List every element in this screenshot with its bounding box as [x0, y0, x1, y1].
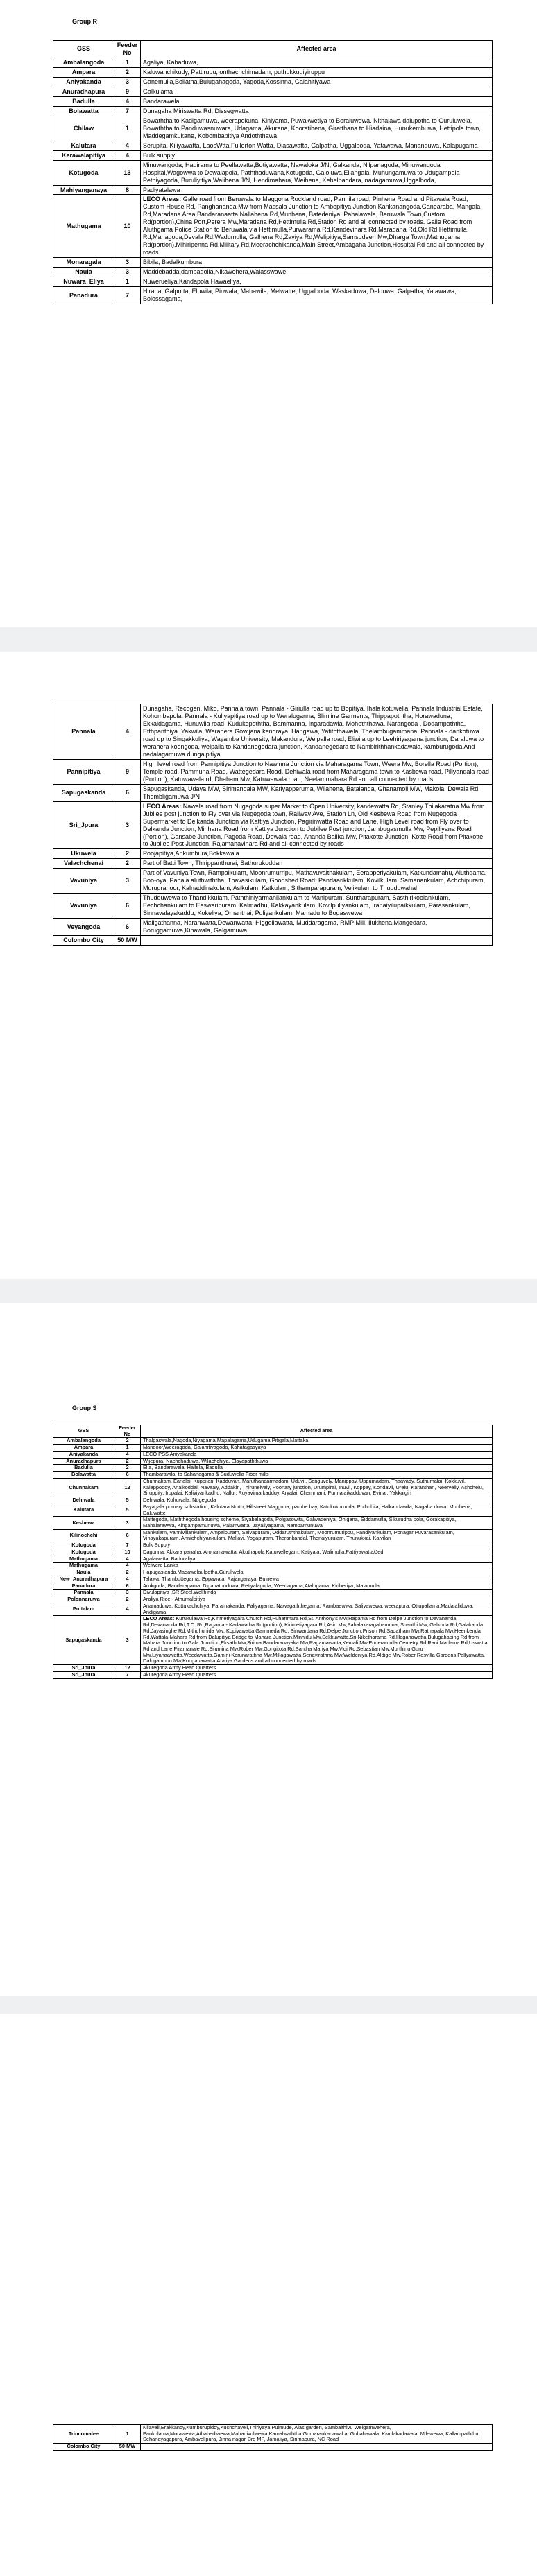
gss-cell: Ukuwela	[53, 849, 114, 859]
group-r-continued-rows	[53, 704, 493, 946]
gss-cell: Ampara	[53, 67, 114, 77]
gss-cell: Bolawatta	[53, 1472, 114, 1479]
header-feeder: Feeder No	[114, 1425, 141, 1438]
feeder-cell: 5	[114, 1497, 141, 1504]
gss-cell: Mathugama	[53, 1556, 114, 1563]
table-row	[53, 67, 493, 77]
feeder-cell: 6	[114, 919, 141, 936]
table-row	[53, 801, 493, 849]
table-row	[53, 759, 493, 784]
gss-cell: Mathugama	[53, 195, 114, 258]
table-row	[53, 1465, 493, 1472]
gss-cell: Bolawatta	[53, 106, 114, 116]
affected-area-cell: Arukgoda, Bandaragama, Diganathuduwa, Retiyalagoda, Weedagama,Atalugama, Kiriberiya, Malamulla	[141, 1583, 493, 1590]
table-row	[53, 1590, 493, 1596]
gss-cell: Kotugoda	[53, 1549, 114, 1556]
affected-area-cell: Divulapitiya ,SR Steel,Welihinda	[141, 1590, 493, 1596]
gss-cell: Polonnaruwa	[53, 1596, 114, 1603]
affected-area-cell: Nuwerueliya,Kandapola,Hawaeliya,	[141, 277, 493, 287]
affected-area-cell: Maddebadda,dambagolla,Nikawehera,Walasswawe	[141, 268, 493, 277]
gss-cell: New_Anuradhapura	[53, 1576, 114, 1583]
group-r-continued-table	[53, 704, 493, 946]
affected-area-text: Nawala road from Nugegoda super Market to Open University, kandewatta Rd, Stanley Thilakaratna Mw from Jubilee post junction to Fly over via Nugegoda town, Railway Ave, Station Ln, Old Kesbewa Road from Nugegoda Supermarket to Delkanda Junction via Kattiya Junction, Pagirinwatta Road and Lane, High Level road from Fly over to Delkanda Junction, Mirihana Road from Kattiya Junction to Jubilee Post junction, Jambugasmulla Mw, Pepiliyana Road (Portion), Gansabe Junction, Pagoda Road, Dewala road, Ananda Balika Mw, Pitakotte Junction, Kotte Road from Pitakotte to Jubilee Post Junction, Rajamahavihara Rd and all connected by roads	[143, 802, 485, 848]
affected-area-cell	[141, 2444, 493, 2451]
affected-area-cell: Bulk Supply	[141, 1542, 493, 1549]
feeder-cell: 1	[114, 58, 141, 67]
gss-cell: Veyangoda	[53, 919, 114, 936]
header-area: Affected area	[141, 41, 493, 58]
affected-area-cell: LECO PSS Aniyakanda	[141, 1451, 493, 1458]
group-s-rows	[53, 1438, 493, 1678]
affected-area-cell: Bibila, Badalkumbura	[141, 258, 493, 268]
table-row	[53, 1478, 493, 1497]
affected-area-cell	[141, 801, 493, 849]
table-row	[53, 1497, 493, 1504]
table-row	[53, 58, 493, 67]
gss-cell: Kerawalapitiya	[53, 150, 114, 160]
affected-area-cell: Dagonna, Akkara panaha, Aronamawatta, Akuthapola Katuwellegam, Katiyala, Walimulla,Pattiyawatta/Jed	[141, 1549, 493, 1556]
gss-cell: Ambalangoda	[53, 58, 114, 67]
affected-area-text: Kurukulawa Rd,Kirimetiyagara Church Rd,Puhanmara Rd,St. Anthony's Mw,Ragama Rd from Delpe Junction to Devananda Rd,Devananda Rd,T.C. Rd,Ragama - Kadawatha Rd(portion), Kirimetiyagara Rd,Asiri Mw,Pahalakaragahamuna, Shanthi Mw, Galkoda Rd,Galakanda Rd,Jayasinghe Rd,Mithuhunida Mw, Kopiyawatta,Gammeda Rd, Sirrwardana Rd,Delpe Junction,Prison Rd,Sadatham Mw,Rathapala Mw,Heenkenda Rd,Wattala-Mahara Rd from Dalupitiya Bridge to Mahara Junction,Minhidu Mw,Sekkuwatta,Sri Niketharama Rd,Illagahawatta,Bulugahaping Rd from Mahara Junction to Gala Junction,Eksath Mw,Sirima Bandaranayaka Mw,Ragamawatta,Kemali Mw,Enderamulla Cemetry Rd,Rani Madama Rd,Uswatta Rd and Lane,Piramanale Rd,Silumina Mw,Rober Mw,Gongitota Rd,Santha Mariya Mw,Vidi Rd,Sebastian Mw,Murthinu Guru Mw,Liyanaawatta,Weedawatta,Gamini Karunarathna Mw,Millagawatta,Senavirathna Mw,Weldeniya Rd,Aldige Mw,Rober Rosvilla Gardens,Pallyawatta, Dalugamunu Mw,Kongahawatta,Araliya Gardens and all connected by roads	[143, 1615, 488, 1664]
table-row	[53, 1504, 493, 1516]
gss-cell: Badulla	[53, 96, 114, 106]
feeder-cell: 2	[114, 859, 141, 869]
affected-area-cell: Wijepura, Nachchaduwa, Wilachchiya, Elayapaththuwa	[141, 1458, 493, 1465]
affected-area-cell: Maligathanna, Naranwatta,Dewanwatta, Higgollawatta, Muddaragama, RMP Mill, Ilukhena,Mangedara, Boruggamuwa,Kinawala, Galgamuwa	[141, 919, 493, 936]
affected-area-cell	[141, 936, 493, 946]
gss-cell: Kotugoda	[53, 1542, 114, 1549]
gss-cell: Sapugaskanda	[53, 1616, 114, 1665]
affected-area-cell: Mankulam, Vanniviliankulam, Ampalpuram, Selvapuram, Oddaruththakulam, Moonrumurippu, Pandiyankulam, Ponagar Puvarasankulam, Vinayakapuram, Annichchiyankulam, Mallavi, Yogapuram, Therankandal, Thenaiyuruiam, Thunukkai, Kalvilan	[141, 1529, 493, 1542]
gss-cell: Pannala	[53, 1590, 114, 1596]
table-row	[53, 2444, 493, 2451]
affected-area-cell: Bulk supply	[141, 150, 493, 160]
table-row	[53, 268, 493, 277]
feeder-cell: 3	[114, 77, 141, 87]
affected-area-cell: Thalgaswala,Nagoda,Niyagama,Mapalagama,Udugama,Pitigala,Mattaka	[141, 1438, 493, 1445]
gss-cell: Sri_Jpura	[53, 801, 114, 849]
feeder-cell: 8	[114, 185, 141, 195]
table-row	[53, 87, 493, 96]
gss-cell: Panadura	[53, 287, 114, 304]
table-row	[53, 894, 493, 919]
gss-cell: Chilaw	[53, 116, 114, 141]
group-r-rows	[53, 58, 493, 304]
feeder-cell: 5	[114, 1504, 141, 1516]
affected-area-cell: Part of Batti Town, Thirippanthurai, Sathurukoddan	[141, 859, 493, 869]
table-row	[53, 277, 493, 287]
table-row	[53, 96, 493, 106]
feeder-cell: 3	[114, 268, 141, 277]
table-row	[53, 77, 493, 87]
table-row	[53, 1569, 493, 1576]
feeder-cell: 1	[114, 277, 141, 287]
feeder-cell: 2	[114, 1465, 141, 1472]
feeder-cell: 50 MW	[114, 936, 141, 946]
gss-cell: Kotugoda	[53, 160, 114, 185]
table-row	[53, 936, 493, 946]
gss-cell: Mahiyanganaya	[53, 185, 114, 195]
gss-cell: Anuradhapura	[53, 1458, 114, 1465]
feeder-cell: 2	[114, 67, 141, 77]
table-row	[53, 1603, 493, 1615]
feeder-cell: 7	[114, 1542, 141, 1549]
affected-area-cell: Minuwangoda, Hadirama to Peellawatta,Botiyawatta, Nawaloka J/N, Galkanda, Nilpanagoda, Minuwangoda Hospital,Wagowwa to Dewalapola, Paththaduwana,Kotugoda, Galoluwa,Ellangala, Muhungamuwa to Udugampola Pethiyagoda, Buruliyitiya,Walihena J/N, Hendimahara, Weihena, Kehelbaddara, nadagamuwa,Uggalboda,	[141, 160, 493, 185]
feeder-cell: 7	[114, 287, 141, 304]
gss-cell: Puttalam	[53, 1603, 114, 1615]
affected-area-cell: Bandarawela	[141, 96, 493, 106]
feeder-cell: 3	[114, 869, 141, 894]
affected-area-cell: Payagala primary substation, Kalutara North, Hillstreet Maggona, pambe bay, Katukukurunda, Pothuhila, Halkandawila, Nagaha duwa, Munhena, Daluwatte	[141, 1504, 493, 1516]
affected-area-cell	[141, 195, 493, 258]
affected-area-cell: Welwere Lanka	[141, 1563, 493, 1569]
affected-area-cell: Hapugaslanda,Madawelaulpotha,Gurullwela,	[141, 1569, 493, 1576]
gss-cell: Sapugaskanda	[53, 784, 114, 801]
feeder-cell: 2	[114, 1569, 141, 1576]
gss-cell: Aniyakanda	[53, 1451, 114, 1458]
group-s-table	[53, 1425, 493, 1679]
feeder-cell: 4	[114, 141, 141, 150]
feeder-cell: 1	[114, 1445, 141, 1452]
table-row	[53, 141, 493, 150]
page-group-r-continued	[0, 652, 537, 1279]
affected-area-cell: Hirana, Galpotta, Eluwila, Pinwala, Mahawila, Melwatte, Uggalboda, Waskaduwa, Delduwa, Galpatha, Yatawawa, Bolossagama,	[141, 287, 493, 304]
table-row	[53, 258, 493, 268]
table-header-row	[53, 41, 493, 58]
gss-cell: Dehiwala	[53, 1497, 114, 1504]
affected-area-cell: Araliya Rice - Athumalpitiya	[141, 1596, 493, 1603]
affected-area-cell: Agaliya, Kahaduwa,	[141, 58, 493, 67]
feeder-cell: 6	[114, 1529, 141, 1542]
affected-area-cell: Kaluwanchikudy, Pattirupu, onthachchimadam, puthukkudiyiruppu	[141, 67, 493, 77]
gss-cell: Vavuniya	[53, 869, 114, 894]
gss-cell: Vavuniya	[53, 894, 114, 919]
feeder-cell: 7	[114, 1671, 141, 1678]
table-row	[53, 1556, 493, 1563]
leco-areas-label: LECO Areas:	[143, 1615, 175, 1622]
gss-cell: Mathugama	[53, 1563, 114, 1569]
gss-cell: Naula	[53, 268, 114, 277]
table-row	[53, 116, 493, 141]
affected-area-cell: Akuregoda Army Head Quarters	[141, 1671, 493, 1678]
affected-area-cell: High level road from Pannipitiya Junction to Nawinna Junction via Maharagama Town, Weera Mw, Borella Road (Portion), Temple road, Pammuna Road, Wattegedara Road, Dehiwala road from Maharagama town to Kasbewa road, Piliyandala road (Portion), Katuwawala rd, Dhaham Mw, Katuwawala road, Neelammahara Rd and all connected by roads	[141, 759, 493, 784]
table-row	[53, 1549, 493, 1556]
leco-areas-label: LECO Areas:	[143, 195, 182, 203]
affected-area-cell: Akuregoda Army Head Quarters	[141, 1665, 493, 1672]
gss-cell: Kilinochchi	[53, 1529, 114, 1542]
feeder-cell: 4	[114, 704, 141, 760]
feeder-cell: 3	[114, 1616, 141, 1665]
group-s-title: Group S	[72, 1404, 97, 1411]
header-area: Affected area	[141, 1425, 493, 1438]
affected-area-cell: Dehiwala, Kohuwala, Nugegoda	[141, 1497, 493, 1504]
gss-cell: Sri_Jpura	[53, 1671, 114, 1678]
table-row	[53, 150, 493, 160]
feeder-cell: 9	[114, 759, 141, 784]
feeder-cell: 7	[114, 106, 141, 116]
feeder-cell: 6	[114, 1583, 141, 1590]
affected-area-cell: Dunagaha Miriswatta Rd, Dissegwatta	[141, 106, 493, 116]
leco-areas-label: LECO Areas:	[143, 802, 182, 810]
affected-area-cell: Part of Vavuniya Town, Rampaikulam, Moonrumurripu, Mathavuvaithakulam, Eerapperiyakulam, Katkundamahu, Aluthgama, Boo-oya, Pahala aluthwiththa, Thavasikulam, Goodshed Road, Pandaarikkulam, Kovilkulam, Samanankulam, Achchipuram, Murugranoor, Kalnaddinakulam, Asikulam, Katkulam, Sithamparapuram, Velikulam to Thudduwahal	[141, 869, 493, 894]
table-row	[53, 1438, 493, 1445]
affected-area-cell: Ganemulla,Bollatha,Bulugahagoda, Yagoda,Kossinna, Galahitiyawa	[141, 77, 493, 87]
table-row	[53, 1529, 493, 1542]
gss-cell: Kalutara	[53, 141, 114, 150]
gss-cell: Colombo City	[53, 936, 114, 946]
feeder-cell: 2	[114, 1438, 141, 1445]
affected-area-cell: Ella, Bandarawela, Hallela, Badulla	[141, 1465, 493, 1472]
header-feeder: Feeder No	[114, 41, 141, 58]
table-row	[53, 1451, 493, 1458]
feeder-cell: 3	[114, 258, 141, 268]
table-row	[53, 160, 493, 185]
table-row	[53, 1583, 493, 1590]
feeder-cell: 4	[114, 1451, 141, 1458]
group-r-table	[53, 40, 493, 304]
feeder-cell: 4	[114, 1556, 141, 1563]
table-row	[53, 195, 493, 258]
feeder-cell: 2	[114, 1596, 141, 1603]
gss-cell: Panadura	[53, 1583, 114, 1590]
table-row	[53, 704, 493, 760]
gss-cell: Badulla	[53, 1465, 114, 1472]
affected-area-cell: Nilaveli,Erakkandy,Kumburupiddy,Kuchchaveli,Thiriyaya,Pulmude, Alas garden, Sambalthivu Welgamwehera, Pankulama,Morawewa,Athabediwewa,Mahadivulwewa,Kamalwaththa,Gomarankadawal a, Gobahawala, Kivulakadawala, Milewewa, Kallampaththu, Sehanayagapura, Ambavelipura, Jinna nagar, 3rd MP, Jamaliya, Sirimapura, NC Road	[141, 2425, 493, 2444]
affected-area-cell	[141, 1616, 493, 1665]
gss-cell: Anuradhapura	[53, 87, 114, 96]
table-row	[53, 859, 493, 869]
gss-cell: Valachchenai	[53, 859, 114, 869]
affected-area-cell: Talawa, Thambuttegama, Eppawala, Rajangaraya, Bulnewa	[141, 1576, 493, 1583]
gss-cell: Trincomalee	[53, 2425, 114, 2444]
table-row	[53, 1458, 493, 1465]
affected-area-cell: Padiyatalawa	[141, 185, 493, 195]
feeder-cell: 4	[114, 150, 141, 160]
gss-cell: Sri_Jpura	[53, 1665, 114, 1672]
gss-cell: Colombo City	[53, 2444, 114, 2451]
feeder-cell: 10	[114, 1549, 141, 1556]
table-row	[53, 287, 493, 304]
gss-cell: Aniyakanda	[53, 77, 114, 87]
header-gss: GSS	[53, 41, 114, 58]
feeder-cell: 10	[114, 195, 141, 258]
feeder-cell: 4	[114, 1576, 141, 1583]
header-gss: GSS	[53, 1425, 114, 1438]
affected-area-cell: Anamaduwa, Kottukachchiya, Paramakanda, Paliyagama, Nawagaththegama, Rambaewwa, Saliyawewa, weerapura, Ottupallama,Madalaliduwa, Andigama	[141, 1603, 493, 1615]
affected-area-cell: Mattegoda, Maththegoda housing scheme, Siyabalagoda, Polgasowita, Galwadeniya, Ohigana, Siddamulla, Sikurudha pola, Gorakapitiya, Mahalarawwa, Kingampamunuwa, Palamwatta, Jayaliyagama, Nampamunuwa	[141, 1517, 493, 1529]
group-s-continued-rows	[53, 2425, 493, 2451]
table-row	[53, 784, 493, 801]
gss-cell: Pannala	[53, 704, 114, 760]
feeder-cell: 12	[114, 1665, 141, 1672]
feeder-cell: 6	[114, 1472, 141, 1479]
table-row	[53, 1542, 493, 1549]
affected-area-cell: Serupita, Kiliyawatta, LaosWtta,Fullerton Watta, Diasawatta, Galpatha, Uggalboda, Yatawawa, Mananduwa, Kalapugama	[141, 141, 493, 150]
gss-cell: Ambalangoda	[53, 1438, 114, 1445]
table-row	[53, 1665, 493, 1672]
page-group-s-continued	[0, 2014, 537, 2576]
gss-cell: Naula	[53, 1569, 114, 1576]
feeder-cell: 12	[114, 1478, 141, 1497]
feeder-cell: 4	[114, 1603, 141, 1615]
table-row	[53, 919, 493, 936]
table-header-row	[53, 1425, 493, 1438]
gss-cell: Ampara	[53, 1445, 114, 1452]
table-row	[53, 1616, 493, 1665]
group-r-title: Group R	[72, 18, 97, 25]
feeder-cell: 1	[114, 116, 141, 141]
gss-cell: Kalutara	[53, 1504, 114, 1516]
affected-area-cell: Thudduwewa to Thandikkulam, Paththiniyarmahilankulam to Manipuram, Suntharapuram, Sasthirikoolankulam, Eechchankulam to Eeswaripuram, Kalmadhu, Kakkayankulam, Kovilpuliyankulam, Iranaiyilupaikkulam, Parasankulam, Sinnavalayakaddu, Kokeliya, Omanthai, Puliyankulam, Mamadu to Bogaswewa	[141, 894, 493, 919]
affected-area-cell: Poojapitiya,Ankumbura,Bokkawala	[141, 849, 493, 859]
feeder-cell: 4	[114, 96, 141, 106]
page-group-s	[0, 1303, 537, 1996]
gss-cell: Pannipitiya	[53, 759, 114, 784]
affected-area-cell: Dunagaha, Recogen, Miko, Pannala town, Pannala - Giriulla road up to Bopitiya, Ihala kotuwella, Pannala Industrial Estate, Kohombapola. Pannala - Kuliyapitiya road up to Weraluganna, Slimline Garments, Thippapoththa, Horawaduna, Ekkaldagama, Hunuwila road, Kudukopoththa, Bammanna, Ingaradawla, Mohoththawa, Narangoda , Dodampoththa, Etthpanthiya. Yakwila, Werahera Gowijana kendraya, Hangawa, Yatiththawela, Thelambugammana. Pannala - dankotuwa road up to Singakkuliya, Wayamba University, Makandura, Welpalla road, Eliwila up to Leehiriyagama junction, Daraluwa to werahera koongoda, welpalla to Kandanegedara junction, Kandanegedara to Nambirithhankadawala, kamburugoda And nedalagamuwa dungalpitiya	[141, 704, 493, 760]
affected-area-cell: Galkulama	[141, 87, 493, 96]
feeder-cell: 50 MW	[114, 2444, 141, 2451]
table-row	[53, 106, 493, 116]
affected-area-cell: Mandoor,Weeragoda, Galahitiyagoda, Kahatagasyaya	[141, 1445, 493, 1452]
gss-cell: Nuwara_Eliya	[53, 277, 114, 287]
feeder-cell: 3	[114, 1517, 141, 1529]
feeder-cell: 4	[114, 1563, 141, 1569]
table-row	[53, 849, 493, 859]
affected-area-cell: Bowaththa to Kadigamuwa, weerapokuna, Kiniyama, Puwakwetiya to Boraluwewa. Nithalawa dalupotha to Guruluwela, Bowaththa to Panduwasnuwara, Udagama, Akurana, Kooratihena, Giratthana to Hiadaina, Hunukembuwa, Hettipola town, Maddegamkukane, Kobombapitiya Andoththawa	[141, 116, 493, 141]
affected-area-cell: Thambarawila, to Sahanagama & Suduwella Fiber mills	[141, 1472, 493, 1479]
gss-cell: Monaragala	[53, 258, 114, 268]
gss-cell: Chunnakam	[53, 1478, 114, 1497]
gss-cell: Kesbewa	[53, 1517, 114, 1529]
feeder-cell: 3	[114, 1590, 141, 1596]
affected-area-text: Galle road from Beruwala to Maggona Rockland road, Pannila road, Pinhena Road and Pitawala Road, Custom House Rd, Panghananda Mw from Massala Junction to Ambepitiya Junction,Kankanangoda,Ganearaba, Mangala Rd,Maradana Area,Bandaranaatta,Nallahena Rd,Munhena, Batedeniya, Pahalawela, Beruwala Town,Custom Rd(portion),China Port,Perera Mw,Maradana Rd,Hettimulla Rd,Station Rd and all connected by roads. Galle Road from Aluthgama Police Station to Beruwala via Hettimulla,Purwarama Rd,Kandevihara Rd,Maradana Rd,Old Rd,Hettimulla Rd,Mahagoda,Devala Rd,Wadumulla, Galhena Rd,Zaviya Rd,Welipitiya,Samsudeen Mw,Dharga Town,Mathugama Rd(portion),Mihiripenna Rd,Military Rd,Meerachchikanda,Main Street,Ambagaha Junction,Hospital Rd and all connected by roads	[143, 195, 484, 256]
table-row	[53, 185, 493, 195]
table-row	[53, 1563, 493, 1569]
affected-area-cell: Chunnakam, Earlalai, Kuppilan, Kadduvan, Maruthanaarmadam, Uduvil, Sanguvely, Manippay, Uppumadam, Thaavady, Suthumalai, Kokkuvil, Kalappoddy, Anaikoddai, Navaaly, Addakiri, Thirunelvely, Poonary junction, Urumpirai, Inuvil, Koppay, Kondavil, Urelu, Karanthan, Neerveliy, Achchelu, Siruppity, Irupalai, Kaliviyankadhu, Nallur, Ruyavimarkadduy, Aryalai, Chemmani, Punnalaikadduvan, Evinai, Yakkaigiri	[141, 1478, 493, 1497]
affected-area-cell: Sapugaskanda, Udaya MW, Sirimangala MW, Kariyapperuma, Wilahena, Batalanda, Ghanamoli MW, Makola, Dewala Rd, Thembligamuwa J/N	[141, 784, 493, 801]
affected-area-cell: Agalawatta, Baduraliya,	[141, 1556, 493, 1563]
feeder-cell: 9	[114, 87, 141, 96]
page-group-r	[0, 0, 537, 627]
group-s-continued-table	[53, 2424, 493, 2451]
table-row	[53, 869, 493, 894]
feeder-cell: 1	[114, 2425, 141, 2444]
feeder-cell: 13	[114, 160, 141, 185]
table-row	[53, 2425, 493, 2444]
feeder-cell: 2	[114, 1458, 141, 1465]
table-row	[53, 1517, 493, 1529]
table-row	[53, 1671, 493, 1678]
table-row	[53, 1596, 493, 1603]
feeder-cell: 6	[114, 894, 141, 919]
table-row	[53, 1445, 493, 1452]
feeder-cell: 2	[114, 849, 141, 859]
feeder-cell: 3	[114, 801, 141, 849]
table-row	[53, 1472, 493, 1479]
table-row	[53, 1576, 493, 1583]
feeder-cell: 6	[114, 784, 141, 801]
